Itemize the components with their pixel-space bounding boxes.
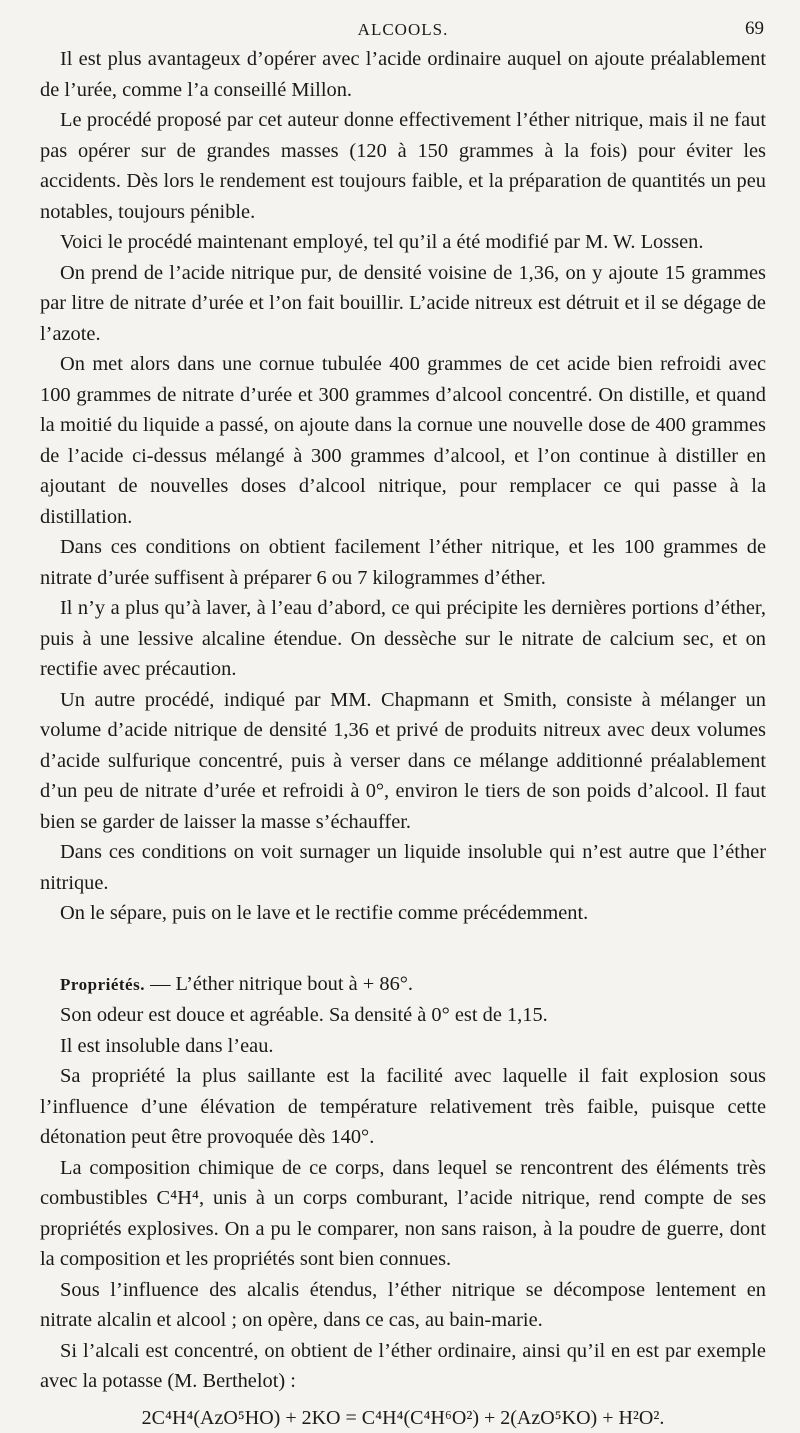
paragraph: Dans ces conditions on voit surnager un liquide insoluble qui n’est autre que l’éther nitrique. (40, 837, 766, 898)
paragraph: La composition chimique de ce corps, dans lequel se rencontrent des éléments très combustibles C⁴H⁴, unis à un corps comburant, l’acide nitrique, rend compte de ses propriétés explosives. On a pu le comparer, non sans raison, à la poudre de guerre, dont la composition et les propriétés sont bien connues. (40, 1153, 766, 1275)
paragraph: Un autre procédé, indiqué par MM. Chapmann et Smith, consiste à mélanger un volume d’acide nitrique de densité 1,36 et privé de produits nitreux avec deux volumes d’acide sulfurique concentré, puis à verser dans ce mélange additionné préalablement d’un peu de nitrate d’urée et refroidi à 0°, environ le tiers de son poids d’alcool. Il faut bien se garder de laisser la masse s’échauffer. (40, 685, 766, 838)
paragraph: On le sépare, puis on le lave et le rectifie comme précédemment. (40, 898, 766, 929)
paragraph: Il est insoluble dans l’eau. (40, 1031, 766, 1062)
paragraph: Son odeur est douce et agréable. Sa densité à 0° est de 1,15. (40, 1000, 766, 1031)
section-gap (40, 929, 766, 969)
page-number: 69 (745, 18, 764, 40)
properties-heading: Propriétés. (60, 975, 145, 994)
paragraph: Sous l’influence des alcalis étendus, l’éther nitrique se décompose lentement en nitrate alcalin et alcool ; on opère, dans ce cas, au bain-marie. (40, 1275, 766, 1336)
paragraph: Dans ces conditions on obtient facilement l’éther nitrique, et les 100 grammes de nitrate d’urée suffisent à préparer 6 ou 7 kilogrammes d’éther. (40, 532, 766, 593)
paragraph: Il est plus avantageux d’opérer avec l’acide ordinaire auquel on ajoute préalablement de l’urée, comme l’a conseillé Millon. (40, 44, 766, 105)
properties-paragraph (40, 969, 766, 1001)
paragraph: On prend de l’acide nitrique pur, de densité voisine de 1,36, on y ajoute 15 grammes par litre de nitrate d’urée et l’on fait bouillir. L’acide nitreux est détruit et il se dégage de l’azote. (40, 258, 766, 350)
paragraph: Voici le procédé maintenant employé, tel qu’il a été modifié par M. W. Lossen. (40, 227, 766, 258)
paragraph: Sa propriété la plus saillante est la facilité avec laquelle il fait explosion sous l’influence d’une élévation de température relativement très faible, puisque cette détonation peut être provoquée dès 140°. (40, 1061, 766, 1153)
properties-first-line: — L’éther nitrique bout à + 86°. (145, 973, 413, 995)
paragraph: Le procédé proposé par cet auteur donne effectivement l’éther nitrique, mais il ne faut pas opérer sur de grandes masses (120 à 150 grammes à la fois) pour éviter les accidents. Dès lors le rendement est toujours faible, et la préparation de quantités un peu notables, toujours pénible. (40, 105, 766, 227)
paragraph: Si l’alcali est concentré, on obtient de l’éther ordinaire, ainsi qu’il en est par exemple avec la potasse (M. Berthelot) : (40, 1336, 766, 1397)
paragraph: Il n’y a plus qu’à laver, à l’eau d’abord, ce qui précipite les dernières portions d’éther, puis à une lessive alcaline étendue. On dessèche sur le nitrate de calcium sec, et on rectifie avec précaution. (40, 593, 766, 685)
running-title: ALCOOLS. (40, 20, 766, 40)
running-head (40, 14, 766, 44)
chemical-equation: 2C⁴H⁴(AzO⁵HO) + 2KO = C⁴H⁴(C⁴H⁶O²) + 2(AzO⁵KO) + H²O². (40, 1403, 766, 1433)
paragraph: On met alors dans une cornue tubulée 400 grammes de cet acide bien refroidi avec 100 grammes de nitrate d’urée et 300 grammes d’alcool concentré. On distille, et quand la moitié du liquide a passé, on ajoute dans la cornue une nouvelle dose de 400 grammes de l’acide ci-dessus mélangé à 300 grammes d’alcool, et l’on continue à distiller en ajoutant de nouvelles doses d’alcool nitrique, pour remplacer ce qui passe à la distillation. (40, 349, 766, 532)
body-text (40, 44, 766, 1433)
